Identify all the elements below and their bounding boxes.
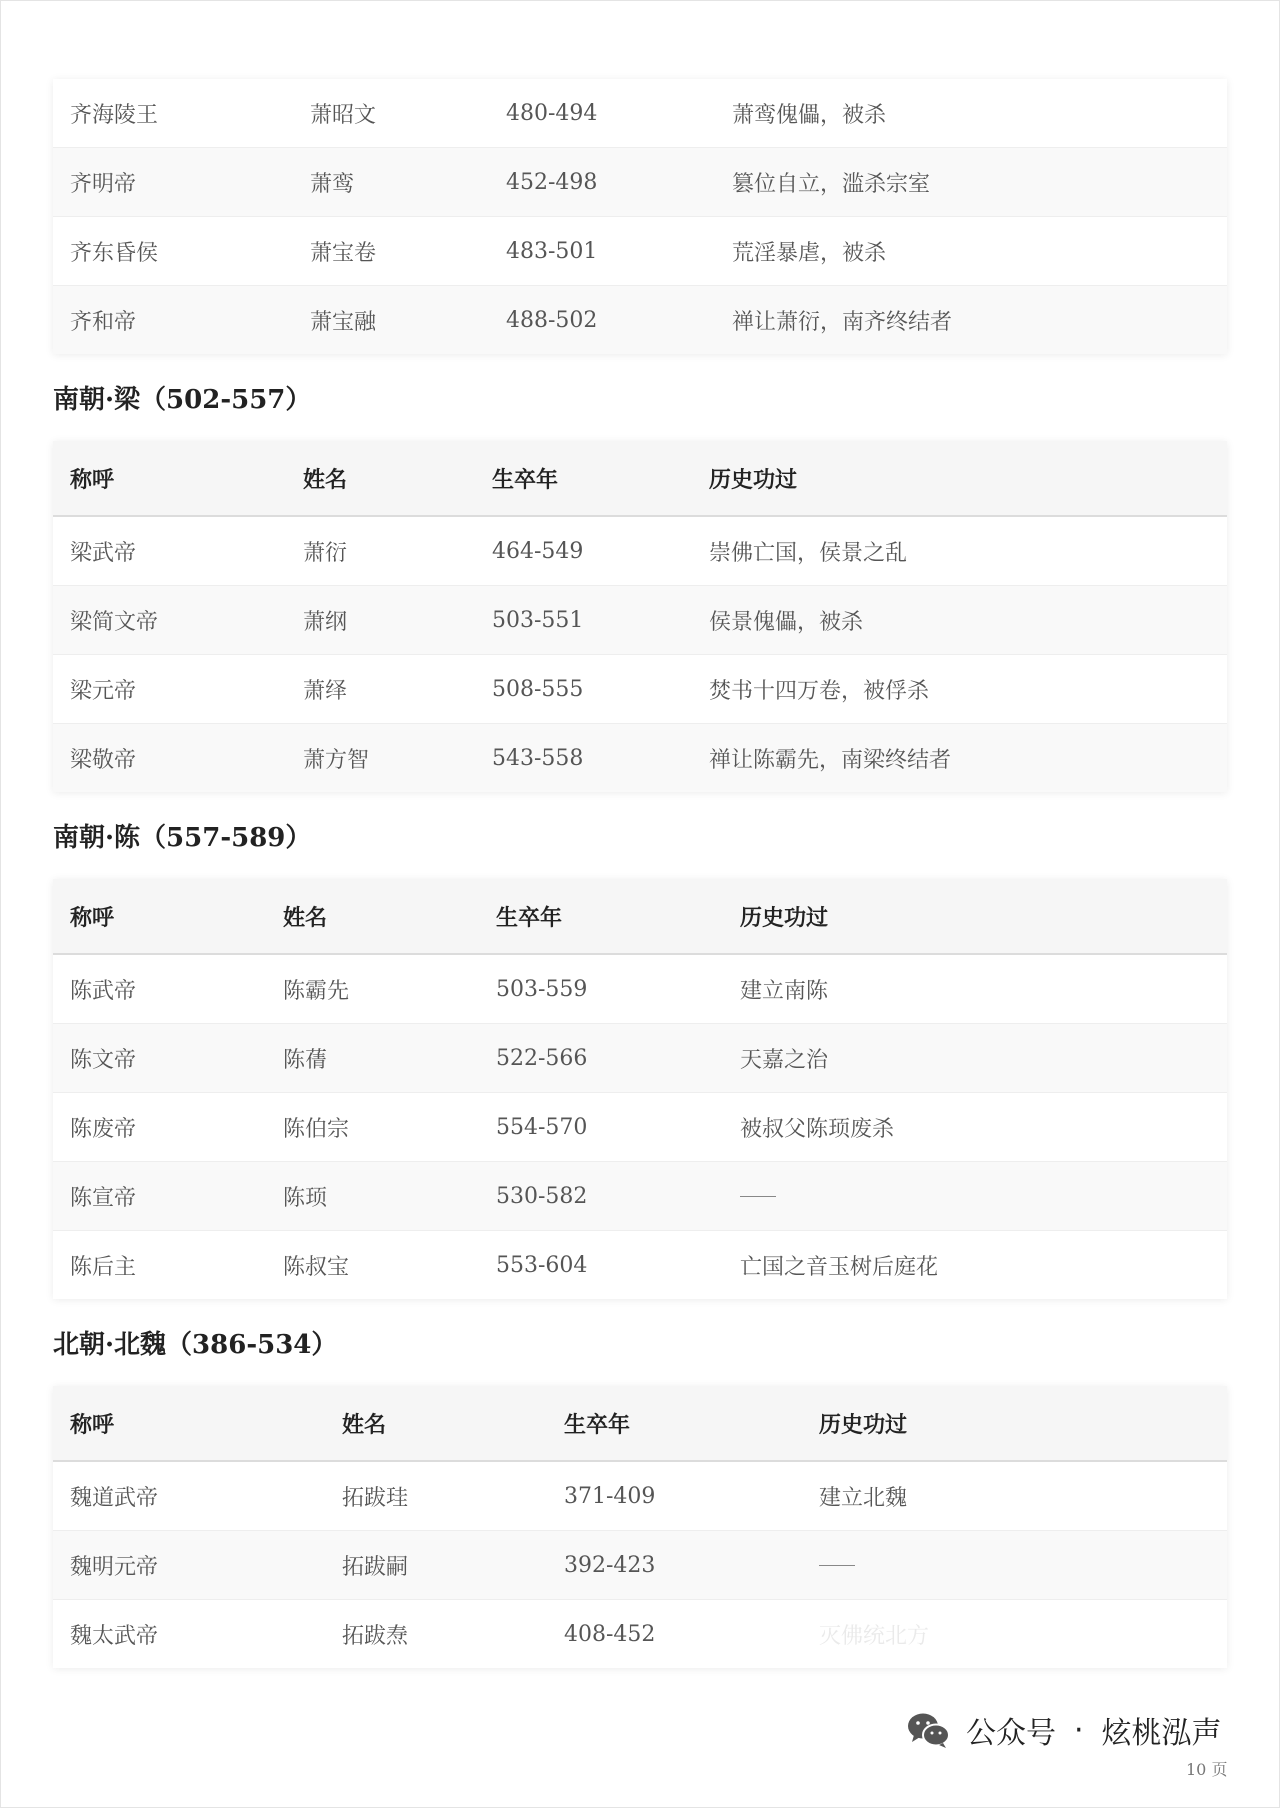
cell-years: 503-559: [496, 976, 588, 1002]
cell-years: 530-582: [496, 1183, 588, 1209]
cell-years: 543-558: [492, 745, 584, 771]
header-note: 历史功过: [819, 1411, 908, 1438]
cell-years: 464-549: [492, 538, 584, 564]
cell-name: 萧鸾: [310, 171, 355, 197]
table-header-row: [53, 879, 1227, 955]
table-row: [53, 724, 1227, 792]
table-header-row: [53, 1386, 1227, 1462]
table-row: [53, 1162, 1227, 1231]
cell-title: 魏太武帝: [70, 1623, 159, 1649]
cell-title: 魏道武帝: [70, 1485, 159, 1511]
cell-note: 崇佛亡国，侯景之乱: [709, 540, 908, 566]
table-row: [53, 517, 1227, 586]
header-name: 姓名: [342, 1411, 387, 1438]
cell-title: 梁简文帝: [70, 609, 159, 635]
cell-title: 陈废帝: [70, 1116, 137, 1142]
cell-title: 魏明元帝: [70, 1554, 159, 1580]
cell-name: 萧宝融: [310, 309, 377, 335]
header-years: 生卒年: [492, 466, 559, 493]
section-heading-beiwei: 北朝·北魏（386-534）: [53, 1330, 338, 1360]
table-row: [53, 1462, 1227, 1531]
cell-note-empty: [723, 1184, 1227, 1209]
table-row: [53, 148, 1227, 217]
cell-note: 篡位自立，滥杀宗室: [732, 171, 931, 197]
table-row: [53, 1024, 1227, 1093]
page-number: 10 页: [1186, 1760, 1228, 1779]
table-liang: [53, 441, 1227, 792]
cell-years: 480-494: [506, 100, 598, 126]
cell-title: 梁元帝: [70, 678, 137, 704]
cell-name: 萧方智: [303, 747, 370, 773]
table-row: [53, 1531, 1227, 1600]
cell-years: 508-555: [492, 676, 584, 702]
cell-note: 萧鸾傀儡，被杀: [732, 102, 887, 128]
table-row: [53, 1231, 1227, 1299]
cell-note: 被叔父陈顼废杀: [740, 1116, 895, 1142]
cell-note-empty: [802, 1553, 1227, 1578]
empty-dash: [819, 1565, 855, 1566]
table-row: [53, 955, 1227, 1024]
watermark-footer: [906, 1706, 1222, 1754]
table-row: [53, 1600, 1227, 1668]
header-years: 生卒年: [496, 904, 563, 931]
cell-note-faded: 灭佛统北方: [819, 1623, 930, 1649]
header-name: 姓名: [303, 466, 348, 493]
cell-years: 483-501: [506, 238, 598, 264]
header-title: 称呼: [70, 904, 115, 931]
header-title: 称呼: [70, 466, 115, 493]
cell-name: 陈霸先: [283, 978, 350, 1004]
cell-years: 522-566: [496, 1045, 588, 1071]
cell-title: 陈武帝: [70, 978, 137, 1004]
table-row: [53, 1093, 1227, 1162]
header-note: 历史功过: [740, 904, 829, 931]
cell-title: 陈宣帝: [70, 1185, 137, 1211]
cell-years: 503-551: [492, 607, 584, 633]
cell-note: 建立南陈: [740, 978, 829, 1004]
account-name: 炫桃泓声: [1101, 1716, 1222, 1751]
cell-title: 陈后主: [70, 1254, 137, 1280]
cell-note: 建立北魏: [819, 1485, 908, 1511]
cell-name: 拓跋焘: [342, 1623, 409, 1649]
table-chen: [53, 879, 1227, 1299]
table-row: [53, 586, 1227, 655]
cell-title: 陈文帝: [70, 1047, 137, 1073]
cell-years: 488-502: [506, 307, 598, 333]
cell-years: 452-498: [506, 169, 598, 195]
cell-name: 萧绎: [303, 678, 348, 704]
cell-years: 371-409: [564, 1483, 656, 1509]
cell-years: 553-604: [496, 1252, 588, 1278]
cell-name: 拓跋珪: [342, 1485, 409, 1511]
table-row: [53, 286, 1227, 354]
cell-note: 禅让陈霸先，南梁终结者: [709, 747, 952, 773]
table-beiwei: [53, 1386, 1227, 1668]
header-title: 称呼: [70, 1411, 115, 1438]
cell-name: 萧昭文: [310, 102, 377, 128]
cell-title: 梁敬帝: [70, 747, 137, 773]
table-row: [53, 79, 1227, 148]
document-content: [53, 79, 1227, 1668]
cell-note: 禅让萧衍，南齐终结者: [732, 309, 953, 335]
account-label: 公众号: [966, 1716, 1056, 1751]
cell-name: 陈蒨: [283, 1047, 328, 1073]
table-row: [53, 655, 1227, 724]
table-header-row: [53, 441, 1227, 517]
cell-note: 荒淫暴虐，被杀: [732, 240, 887, 266]
cell-years: 392-423: [564, 1552, 656, 1578]
empty-dash: [740, 1196, 776, 1197]
header-name: 姓名: [283, 904, 328, 931]
cell-title: 齐和帝: [70, 309, 137, 335]
cell-name: 陈伯宗: [283, 1116, 350, 1142]
cell-name: 拓跋嗣: [342, 1554, 409, 1580]
cell-name: 萧宝卷: [310, 240, 377, 266]
cell-note: 天嘉之治: [740, 1047, 829, 1073]
table-nanqi: [53, 79, 1227, 354]
cell-name: 陈叔宝: [283, 1254, 350, 1280]
cell-note: 亡国之音玉树后庭花: [740, 1254, 939, 1280]
section-heading-liang: 南朝·梁（502-557）: [53, 385, 312, 415]
cell-name: 萧衍: [303, 540, 348, 566]
cell-years: 408-452: [564, 1621, 656, 1647]
footer-separator: ·: [1074, 1712, 1084, 1748]
cell-name: 萧纲: [303, 609, 348, 635]
cell-note: 侯景傀儡，被杀: [709, 609, 864, 635]
section-heading-chen: 南朝·陈（557-589）: [53, 823, 312, 853]
cell-title: 齐海陵王: [70, 102, 159, 128]
cell-note: 焚书十四万卷，被俘杀: [709, 678, 930, 704]
cell-years: 554-570: [496, 1114, 588, 1140]
cell-name: 陈顼: [283, 1185, 328, 1211]
cell-title: 齐明帝: [70, 171, 137, 197]
header-note: 历史功过: [709, 466, 798, 493]
cell-title: 齐东昏侯: [70, 240, 159, 266]
header-years: 生卒年: [564, 1411, 631, 1438]
table-row: [53, 217, 1227, 286]
wechat-icon: [906, 1710, 952, 1750]
cell-title: 梁武帝: [70, 540, 137, 566]
